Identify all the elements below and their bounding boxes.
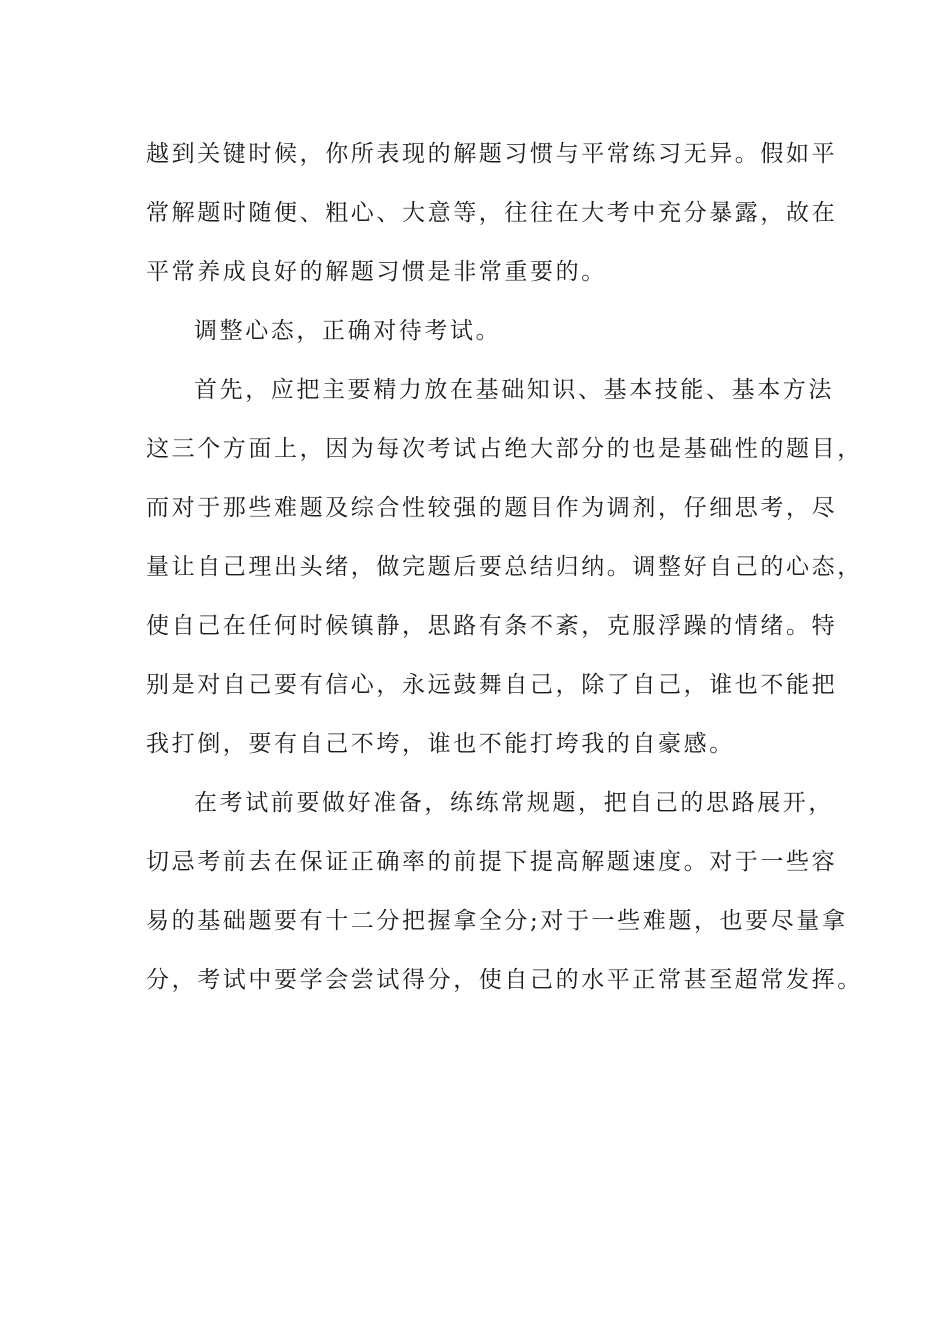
text-line: 量让自己理出头绪，做完题后要总结归纳。调整好自己的心态， xyxy=(146,554,863,580)
section-heading: 调整心态，正确对待考试。 xyxy=(194,318,502,344)
text-line: 在考试前要做好准备，练练常规题，把自己的思路展开， xyxy=(194,790,834,816)
text-line: 分，考试中要学会尝试得分，使自己的水平正常甚至超常发挥。 xyxy=(146,967,863,993)
text-line: 切忌考前去在保证正确率的前提下提高解题速度。对于一些容 xyxy=(146,849,838,875)
text-line: 平常养成良好的解题习惯是非常重要的。 xyxy=(146,259,607,285)
text-line: 首先，应把主要精力放在基础知识、基本技能、基本方法 xyxy=(194,377,834,403)
text-line: 易的基础题要有十二分把握拿全分;对于一些难题，也要尽量拿 xyxy=(146,908,848,934)
text-line: 我打倒，要有自己不垮，谁也不能打垮我的自豪感。 xyxy=(146,731,735,757)
text-line: 常解题时随便、粗心、大意等，往往在大考中充分暴露，故在 xyxy=(146,200,838,226)
text-line: 使自己在任何时候镇静，思路有条不紊，克服浮躁的情绪。特 xyxy=(146,613,838,639)
text-line: 别是对自己要有信心，永远鼓舞自己，除了自己，谁也不能把 xyxy=(146,672,838,698)
document-body xyxy=(146,125,863,1010)
text-line: 这三个方面上，因为每次考试占绝大部分的也是基础性的题目， xyxy=(146,436,863,462)
text-line: 越到关键时候，你所表现的解题习惯与平常练习无异。假如平 xyxy=(146,141,838,167)
text-line: 而对于那些难题及综合性较强的题目作为调剂，仔细思考，尽 xyxy=(146,495,838,521)
